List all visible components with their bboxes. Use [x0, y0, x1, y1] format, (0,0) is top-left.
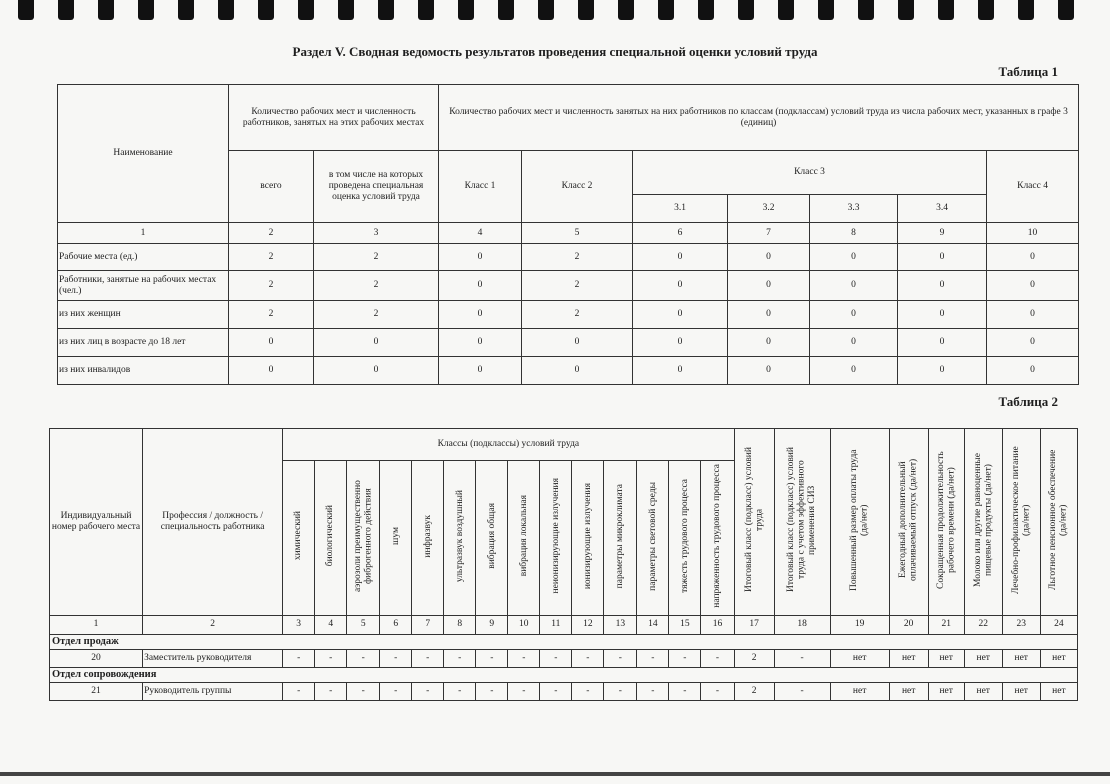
cell: 0 [439, 329, 522, 357]
workplace-id-cell: 20 [50, 649, 143, 667]
cell: нет [830, 649, 889, 667]
cell: 0 [522, 329, 633, 357]
header-workplaces: Количество рабочих мест и численность работников, занятых на этих рабочих местах [229, 85, 439, 151]
cell: нет [964, 682, 1002, 700]
header-factor: тяжесть трудового процесса [669, 461, 701, 616]
header-pay: Повышенный размер оплаты труда (да/нет) [830, 429, 889, 616]
cell: 0 [987, 244, 1079, 271]
colnum: 24 [1040, 615, 1077, 634]
colnum: 5 [347, 615, 380, 634]
cell: - [637, 682, 669, 700]
cell: - [283, 682, 315, 700]
cell: - [315, 649, 347, 667]
cell: - [572, 649, 604, 667]
header-short-time: Сокращенная продолжительность рабочего времени (да/нет) [928, 429, 964, 616]
header-food: Лечебно-профилактическое питание (да/нет) [1002, 429, 1040, 616]
table-row [50, 682, 1078, 700]
cell: 0 [633, 271, 728, 301]
cell: 0 [987, 271, 1079, 301]
header-milk: Молоко или другие равноценные пищевые продукты (да/нет) [964, 429, 1002, 616]
cell: 0 [439, 357, 522, 385]
colnum: 4 [315, 615, 347, 634]
cell: 0 [898, 357, 987, 385]
colnum: 20 [889, 615, 928, 634]
header-profession: Профессия / должность / специальность работника [143, 429, 283, 616]
colnum: 7 [412, 615, 444, 634]
table-row [58, 271, 1079, 301]
colnum: 8 [444, 615, 476, 634]
cell: - [604, 682, 637, 700]
cell: 2 [522, 244, 633, 271]
colnum: 14 [637, 615, 669, 634]
cell: 0 [898, 329, 987, 357]
row-label: из них инвалидов [58, 357, 229, 385]
header-final-class: Итоговый класс (подкласс) условий труда [734, 429, 774, 616]
cell: 0 [810, 357, 898, 385]
colnum: 10 [987, 223, 1079, 244]
table1-colnums-row [58, 223, 1079, 244]
cell: нет [830, 682, 889, 700]
cell: - [508, 682, 540, 700]
colnum: 22 [964, 615, 1002, 634]
header-vacation: Ежегодный дополнительный оплачиваемый отпуск (да/нет) [889, 429, 928, 616]
cell: - [315, 682, 347, 700]
header-name: Наименование [58, 85, 229, 223]
cell: 0 [633, 301, 728, 329]
colnum: 3 [283, 615, 315, 634]
header-factor: неионизирующие излучения [540, 461, 572, 616]
header-class2: Класс 2 [522, 151, 633, 223]
header-class4: Класс 4 [987, 151, 1079, 223]
cell: 2 [229, 244, 314, 271]
table-row [58, 329, 1079, 357]
cell: 2 [229, 301, 314, 329]
header-pension: Льготное пенсионное обеспечение (да/нет) [1040, 429, 1077, 616]
colnum: 1 [58, 223, 229, 244]
cell: 0 [810, 244, 898, 271]
binder-holes [0, 0, 1110, 22]
table2-colnums-row [50, 615, 1078, 634]
header-factor: вибрация локальная [508, 461, 540, 616]
cell: нет [1002, 649, 1040, 667]
header-factor: химический [283, 461, 315, 616]
header-factor: инфразвук [412, 461, 444, 616]
cell: 0 [987, 357, 1079, 385]
colnum: 2 [143, 615, 283, 634]
page-title: Раздел V. Сводная ведомость результатов проведения специальной оценки условий труда [292, 44, 818, 59]
header-factor: параметры микроклимата [604, 461, 637, 616]
header-factor: параметры световой среды [637, 461, 669, 616]
colnum: 7 [728, 223, 810, 244]
colnum: 18 [774, 615, 830, 634]
colnum: 11 [540, 615, 572, 634]
summary-table [57, 84, 1079, 385]
cell: - [540, 682, 572, 700]
profession-cell: Заместитель руководителя [143, 649, 283, 667]
header-final-class-siz: Итоговый класс (подкласс) условий труда с учетом эффективного применения СИЗ [774, 429, 830, 616]
cell: - [347, 649, 380, 667]
cell: 2 [314, 301, 439, 329]
header-factor: биологический [315, 461, 347, 616]
cell: - [347, 682, 380, 700]
colnum: 12 [572, 615, 604, 634]
table1-caption: Таблица 1 [998, 64, 1058, 79]
workplace-id-cell: 21 [50, 682, 143, 700]
cell: 0 [439, 244, 522, 271]
cell: 0 [898, 244, 987, 271]
section-row [50, 634, 1078, 649]
cell: - [283, 649, 315, 667]
row-label: из них женщин [58, 301, 229, 329]
header-factor: аэрозоли преимущественно фиброгенного действия [347, 461, 380, 616]
colnum: 9 [898, 223, 987, 244]
table2-caption: Таблица 2 [998, 394, 1058, 409]
cell: нет [889, 649, 928, 667]
colnum: 9 [476, 615, 508, 634]
colnum: 1 [50, 615, 143, 634]
header-sub-3-1: 3.1 [633, 195, 728, 223]
cell: - [774, 682, 830, 700]
cell: 0 [987, 329, 1079, 357]
cell: - [380, 682, 412, 700]
cell: - [476, 682, 508, 700]
cell: - [604, 649, 637, 667]
cell: 0 [522, 357, 633, 385]
cell: 0 [439, 301, 522, 329]
cell: 0 [728, 271, 810, 301]
cell: нет [889, 682, 928, 700]
cell: - [774, 649, 830, 667]
cell: - [572, 682, 604, 700]
colnum: 17 [734, 615, 774, 634]
cell: 2 [229, 271, 314, 301]
header-class1: Класс 1 [439, 151, 522, 223]
cell: 0 [810, 301, 898, 329]
cell: 0 [633, 244, 728, 271]
cell: - [412, 682, 444, 700]
header-factor: шум [380, 461, 412, 616]
section-title: Отдел сопровождения [50, 667, 1078, 682]
cell: 0 [810, 271, 898, 301]
cell: 2 [522, 271, 633, 301]
colnum: 8 [810, 223, 898, 244]
cell: нет [928, 682, 964, 700]
header-by-class: Количество рабочих мест и численность занятых на них работников по классам (подклассам) условий труда из числа рабочих мест, указанных в графе 3 (единиц) [439, 85, 1079, 151]
cell: - [701, 649, 734, 667]
header-total: всего [229, 151, 314, 223]
profession-cell: Руководитель группы [143, 682, 283, 700]
colnum: 19 [830, 615, 889, 634]
table-row [58, 357, 1079, 385]
header-workplace-id: Индивидуальный номер рабочего места [50, 429, 143, 616]
row-label: из них лиц в возрасте до 18 лет [58, 329, 229, 357]
colnum: 4 [439, 223, 522, 244]
cell: 0 [633, 329, 728, 357]
cell: - [444, 649, 476, 667]
workplaces-table [49, 428, 1078, 701]
cell: - [637, 649, 669, 667]
cell: 0 [229, 357, 314, 385]
cell: - [701, 682, 734, 700]
scan-edge [0, 772, 1110, 776]
cell: 0 [728, 329, 810, 357]
cell: 0 [728, 244, 810, 271]
section-title: Отдел продаж [50, 634, 1078, 649]
cell: 2 [734, 682, 774, 700]
header-factor: вибрация общая [476, 461, 508, 616]
colnum: 15 [669, 615, 701, 634]
colnum: 16 [701, 615, 734, 634]
colnum: 3 [314, 223, 439, 244]
cell: - [669, 682, 701, 700]
cell: - [540, 649, 572, 667]
header-sub-3-4: 3.4 [898, 195, 987, 223]
colnum: 10 [508, 615, 540, 634]
cell: 0 [633, 357, 728, 385]
cell: 0 [898, 301, 987, 329]
cell: - [444, 682, 476, 700]
cell: 0 [728, 357, 810, 385]
cell: 0 [229, 329, 314, 357]
colnum: 23 [1002, 615, 1040, 634]
cell: - [669, 649, 701, 667]
header-factor: напряженность трудового процесса [701, 461, 734, 616]
cell: 2 [522, 301, 633, 329]
header-sub-3-3: 3.3 [810, 195, 898, 223]
cell: нет [964, 649, 1002, 667]
colnum: 6 [380, 615, 412, 634]
cell: - [412, 649, 444, 667]
row-label: Работники, занятые на рабочих местах (чел.) [58, 271, 229, 301]
cell: 2 [734, 649, 774, 667]
header-assessed: в том числе на которых проведена специальная оценка условий труда [314, 151, 439, 223]
section-row [50, 667, 1078, 682]
cell: нет [928, 649, 964, 667]
table-row [50, 649, 1078, 667]
header-factor: ионизирующие излучения [572, 461, 604, 616]
colnum: 13 [604, 615, 637, 634]
cell: 0 [898, 271, 987, 301]
header-sub-3-2: 3.2 [728, 195, 810, 223]
header-class3: Класс 3 [633, 151, 987, 195]
cell: - [380, 649, 412, 667]
row-label: Рабочие места (ед.) [58, 244, 229, 271]
cell: 0 [810, 329, 898, 357]
cell: нет [1002, 682, 1040, 700]
colnum: 21 [928, 615, 964, 634]
cell: 0 [439, 271, 522, 301]
colnum: 5 [522, 223, 633, 244]
colnum: 6 [633, 223, 728, 244]
table-row [58, 301, 1079, 329]
cell: 0 [314, 357, 439, 385]
cell: 0 [314, 329, 439, 357]
cell: - [508, 649, 540, 667]
cell: 0 [987, 301, 1079, 329]
header-factor: ультразвук воздушный [444, 461, 476, 616]
cell: нет [1040, 682, 1077, 700]
colnum: 2 [229, 223, 314, 244]
table-row [58, 244, 1079, 271]
cell: 2 [314, 244, 439, 271]
cell: нет [1040, 649, 1077, 667]
cell: 2 [314, 271, 439, 301]
cell: - [476, 649, 508, 667]
cell: 0 [728, 301, 810, 329]
header-classes-group: Классы (подклассы) условий труда [283, 429, 734, 461]
